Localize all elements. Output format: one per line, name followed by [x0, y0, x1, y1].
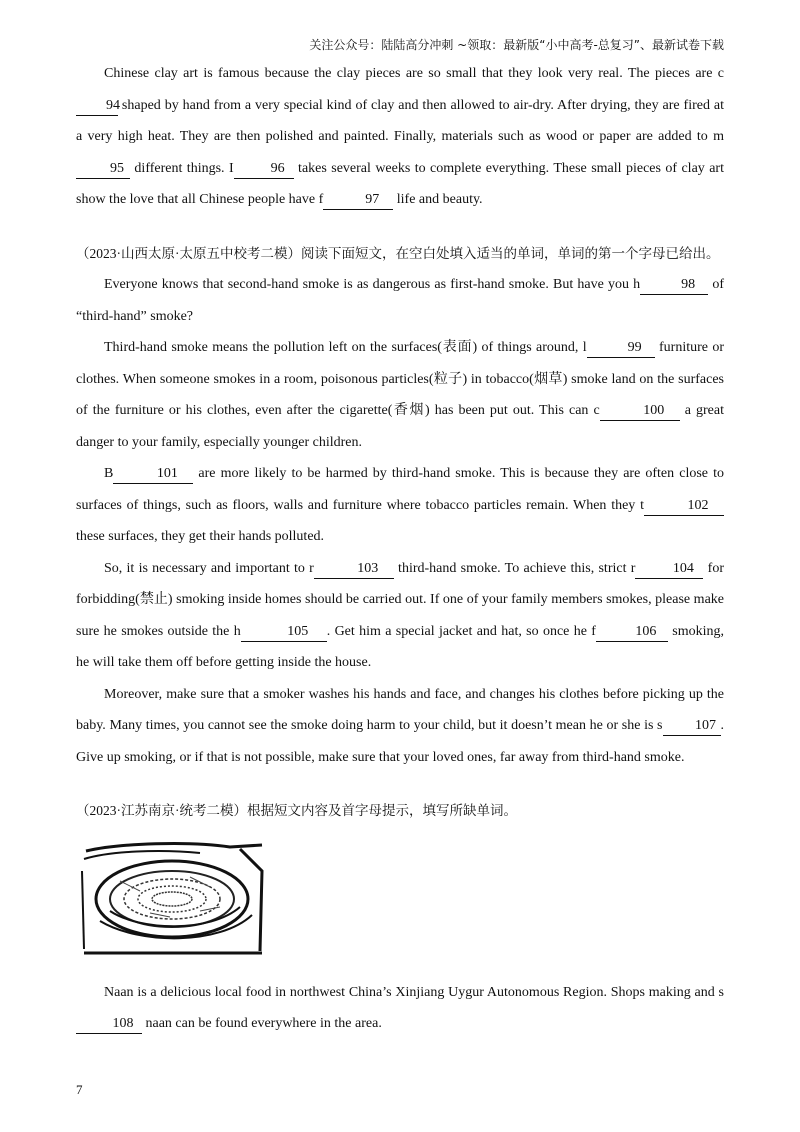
smoke-paragraph-4	[76, 553, 724, 679]
text: different things. I	[130, 160, 234, 176]
blank-102: 102	[644, 497, 724, 516]
blank-96: 96	[234, 160, 294, 179]
naan-paragraph	[76, 977, 724, 1040]
page-content	[76, 58, 724, 1040]
text: shaped by hand from a very special kind of clay and then allowed to air-dry. After drying, they are fired at a very high heat. They are then polished and painted. Finally, materials such as wood or paper are added to m	[76, 97, 724, 144]
text: third-hand smoke. To achieve this, strict r	[393, 560, 636, 576]
blank-108: 108	[76, 1015, 142, 1034]
text: Naan is a delicious local food in northwest China’s Xinjiang Uygur Autonomous Region. Shops making and s	[104, 984, 724, 1000]
text: smoking, he will take them off before getting inside the house.	[76, 623, 724, 670]
section-source: （2023·山西太原·太原五中校考二模）阅读下面短文，在空白处填入适当的单词，单词的第一个字母已给出。	[76, 245, 720, 261]
blank-107: 107	[663, 717, 721, 736]
text: . Get him a special jacket and hat, so once he f	[326, 623, 596, 639]
blank-100: 100	[600, 402, 680, 421]
smoke-paragraph-1	[76, 269, 724, 332]
blank-105: 105	[241, 623, 327, 642]
text: for forbidding(禁止) smoking inside homes should be carried out. If one of your family members smokes, please make sure he smokes outside the h	[76, 560, 724, 639]
text: these surfaces, they get their hands polluted.	[76, 529, 325, 544]
text: furniture or clothes. When someone smokes in a room, poisonous particles(粒子) in tobacco(烟草) smoke land on the surfaces of the furniture or his clothes, even after the cigarette(香烟) has been put out. This can c	[76, 340, 724, 418]
blank-101: 101	[113, 465, 193, 484]
smoke-paragraph-5	[76, 679, 724, 774]
text: B	[104, 466, 114, 481]
smoke-paragraph-2	[76, 332, 724, 458]
section-source: （2023·江苏南京·统考二模）根据短文内容及首字母提示，填写所缺单词。	[76, 803, 517, 818]
text: Everyone knows that second-hand smoke is as dangerous as first-hand smoke. But have you h	[104, 277, 641, 292]
naan-image	[80, 841, 264, 957]
blank-99: 99	[587, 339, 655, 358]
text: takes several weeks to complete everything. These small pieces of clay art show the love that all Chinese people have f	[76, 160, 724, 207]
blank-104: 104	[635, 560, 703, 579]
text: naan can be found everywhere in the area.	[142, 1016, 382, 1031]
blank-95: 95	[76, 160, 130, 179]
text: . Give up smoking, or if that is not possible, make sure that your loved ones, far away from third-hand smoke.	[76, 718, 724, 765]
page-number: 7	[76, 1082, 83, 1097]
blank-97: 97	[323, 191, 393, 210]
text: Moreover, make sure that a smoker washes his hands and face, and changes his clothes before picking up the baby. Many times, you cannot see the smoke doing harm to your child, but it doesn’t mean he or she is s	[76, 686, 724, 733]
text: So, it is necessary and important to r	[104, 560, 314, 576]
text: are more likely to be harmed by third-hand smoke. This is because they are often close to surfaces of things, such as floors, walls and furniture where tobacco particles remain. When they t	[76, 466, 724, 513]
blank-106: 106	[596, 623, 668, 642]
text: life and beauty.	[393, 192, 483, 207]
smoke-paragraph-3	[76, 458, 724, 553]
blank-98: 98	[640, 276, 708, 295]
page-header: 关注公众号：陆陆高分冲刺 ~领取：最新版“小中高考-总复习”、最新试卷下载	[309, 38, 724, 52]
blank-103: 103	[314, 560, 394, 579]
naan-illustration	[80, 841, 264, 957]
text: Third-hand smoke means the pollution left on the surfaces(表面) of things around, l	[104, 340, 587, 355]
text: a great danger to your family, especially younger children.	[76, 403, 724, 450]
clay-art-paragraph	[76, 58, 724, 216]
text: Chinese clay art is famous because the clay pieces are so small that they look very real. The pieces are c	[104, 66, 724, 81]
text: of “third-hand” smoke?	[76, 277, 724, 324]
blank-94: 94	[76, 97, 118, 116]
